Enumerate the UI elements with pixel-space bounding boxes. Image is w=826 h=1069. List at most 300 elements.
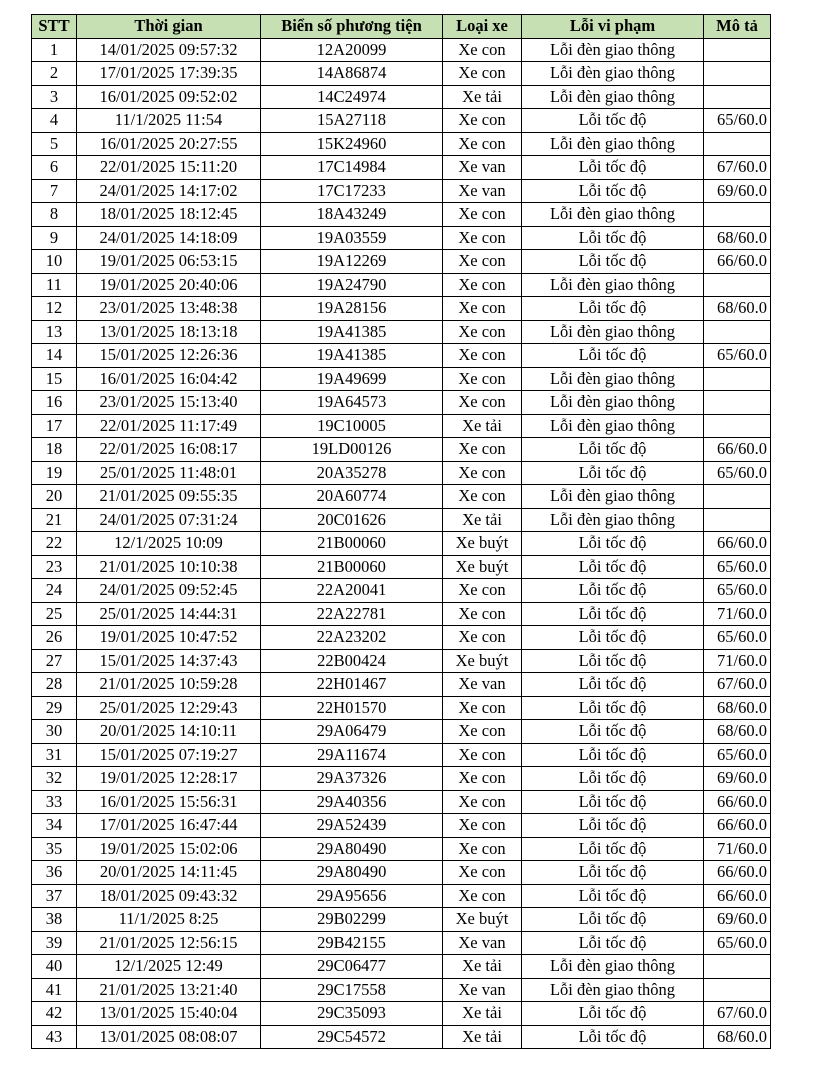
cell-vehicle-type: Xe van xyxy=(443,931,522,955)
cell-stt: 37 xyxy=(32,884,77,908)
cell-time: 13/01/2025 18:13:18 xyxy=(77,320,261,344)
cell-violation: Lỗi tốc độ xyxy=(522,908,704,932)
table-row xyxy=(32,931,771,955)
cell-time: 19/01/2025 10:47:52 xyxy=(77,626,261,650)
cell-vehicle-type: Xe con xyxy=(443,790,522,814)
cell-time: 22/01/2025 16:08:17 xyxy=(77,438,261,462)
cell-plate: 29B02299 xyxy=(261,908,443,932)
cell-violation: Lỗi đèn giao thông xyxy=(522,508,704,532)
table-row xyxy=(32,344,771,368)
cell-plate: 22H01467 xyxy=(261,673,443,697)
table-row xyxy=(32,156,771,180)
cell-plate: 19A12269 xyxy=(261,250,443,274)
cell-violation: Lỗi tốc độ xyxy=(522,344,704,368)
cell-vehicle-type: Xe van xyxy=(443,978,522,1002)
cell-violation: Lỗi tốc độ xyxy=(522,861,704,885)
cell-plate: 14A86874 xyxy=(261,62,443,86)
cell-description: 65/60.0 xyxy=(704,743,771,767)
table-row xyxy=(32,837,771,861)
cell-description: 66/60.0 xyxy=(704,814,771,838)
table-row xyxy=(32,978,771,1002)
cell-description: 65/60.0 xyxy=(704,931,771,955)
table-row xyxy=(32,532,771,556)
table-row xyxy=(32,579,771,603)
table-row xyxy=(32,297,771,321)
cell-plate: 29A06479 xyxy=(261,720,443,744)
table-row xyxy=(32,790,771,814)
cell-stt: 39 xyxy=(32,931,77,955)
cell-description xyxy=(704,485,771,509)
cell-stt: 6 xyxy=(32,156,77,180)
cell-time: 13/01/2025 08:08:07 xyxy=(77,1025,261,1049)
cell-stt: 25 xyxy=(32,602,77,626)
table-row xyxy=(32,438,771,462)
cell-time: 21/01/2025 09:55:35 xyxy=(77,485,261,509)
cell-time: 19/01/2025 12:28:17 xyxy=(77,767,261,791)
cell-plate: 29A40356 xyxy=(261,790,443,814)
cell-plate: 17C14984 xyxy=(261,156,443,180)
cell-vehicle-type: Xe con xyxy=(443,767,522,791)
header-stt: STT xyxy=(32,15,77,39)
cell-plate: 19LD00126 xyxy=(261,438,443,462)
violations-table xyxy=(31,14,771,1049)
cell-description xyxy=(704,391,771,415)
cell-violation: Lỗi tốc độ xyxy=(522,438,704,462)
cell-vehicle-type: Xe con xyxy=(443,38,522,62)
cell-stt: 8 xyxy=(32,203,77,227)
table-row xyxy=(32,908,771,932)
cell-violation: Lỗi tốc độ xyxy=(522,743,704,767)
table-row xyxy=(32,109,771,133)
cell-time: 16/01/2025 15:56:31 xyxy=(77,790,261,814)
cell-time: 19/01/2025 15:02:06 xyxy=(77,837,261,861)
cell-violation: Lỗi tốc độ xyxy=(522,837,704,861)
cell-stt: 13 xyxy=(32,320,77,344)
cell-vehicle-type: Xe buýt xyxy=(443,555,522,579)
cell-plate: 19A41385 xyxy=(261,320,443,344)
cell-stt: 7 xyxy=(32,179,77,203)
cell-violation: Lỗi đèn giao thông xyxy=(522,320,704,344)
cell-plate: 20C01626 xyxy=(261,508,443,532)
cell-violation: Lỗi đèn giao thông xyxy=(522,132,704,156)
cell-vehicle-type: Xe buýt xyxy=(443,532,522,556)
cell-time: 21/01/2025 10:10:38 xyxy=(77,555,261,579)
cell-description: 66/60.0 xyxy=(704,250,771,274)
cell-violation: Lỗi tốc độ xyxy=(522,555,704,579)
table-row xyxy=(32,955,771,979)
cell-description: 66/60.0 xyxy=(704,532,771,556)
table-row xyxy=(32,767,771,791)
cell-stt: 32 xyxy=(32,767,77,791)
cell-stt: 28 xyxy=(32,673,77,697)
table-row xyxy=(32,555,771,579)
cell-description xyxy=(704,38,771,62)
header-row xyxy=(32,15,771,39)
cell-violation: Lỗi tốc độ xyxy=(522,461,704,485)
header-plate: Biển số phương tiện xyxy=(261,15,443,39)
table-row xyxy=(32,602,771,626)
cell-plate: 29A80490 xyxy=(261,837,443,861)
cell-violation: Lỗi tốc độ xyxy=(522,790,704,814)
cell-time: 11/1/2025 11:54 xyxy=(77,109,261,133)
cell-plate: 29B42155 xyxy=(261,931,443,955)
cell-stt: 43 xyxy=(32,1025,77,1049)
cell-plate: 29A95656 xyxy=(261,884,443,908)
cell-description: 69/60.0 xyxy=(704,767,771,791)
table-row xyxy=(32,414,771,438)
cell-plate: 19A41385 xyxy=(261,344,443,368)
cell-vehicle-type: Xe buýt xyxy=(443,908,522,932)
cell-plate: 20A35278 xyxy=(261,461,443,485)
cell-violation: Lỗi tốc độ xyxy=(522,226,704,250)
cell-stt: 1 xyxy=(32,38,77,62)
table-row xyxy=(32,696,771,720)
header-time: Thời gian xyxy=(77,15,261,39)
cell-violation: Lỗi đèn giao thông xyxy=(522,391,704,415)
cell-description: 66/60.0 xyxy=(704,861,771,885)
cell-description: 65/60.0 xyxy=(704,109,771,133)
cell-violation: Lỗi đèn giao thông xyxy=(522,62,704,86)
cell-stt: 16 xyxy=(32,391,77,415)
cell-description: 71/60.0 xyxy=(704,649,771,673)
cell-plate: 18A43249 xyxy=(261,203,443,227)
cell-violation: Lỗi tốc độ xyxy=(522,1002,704,1026)
cell-violation: Lỗi tốc độ xyxy=(522,884,704,908)
cell-time: 21/01/2025 12:56:15 xyxy=(77,931,261,955)
table-row xyxy=(32,320,771,344)
cell-stt: 10 xyxy=(32,250,77,274)
cell-vehicle-type: Xe van xyxy=(443,179,522,203)
cell-description: 71/60.0 xyxy=(704,837,771,861)
cell-violation: Lỗi đèn giao thông xyxy=(522,203,704,227)
cell-time: 20/01/2025 14:10:11 xyxy=(77,720,261,744)
cell-stt: 11 xyxy=(32,273,77,297)
cell-time: 25/01/2025 11:48:01 xyxy=(77,461,261,485)
cell-time: 16/01/2025 20:27:55 xyxy=(77,132,261,156)
cell-plate: 22H01570 xyxy=(261,696,443,720)
cell-time: 20/01/2025 14:11:45 xyxy=(77,861,261,885)
cell-stt: 35 xyxy=(32,837,77,861)
cell-description xyxy=(704,273,771,297)
cell-time: 24/01/2025 14:18:09 xyxy=(77,226,261,250)
cell-violation: Lỗi tốc độ xyxy=(522,814,704,838)
cell-violation: Lỗi tốc độ xyxy=(522,156,704,180)
cell-description: 68/60.0 xyxy=(704,696,771,720)
cell-plate: 19C10005 xyxy=(261,414,443,438)
cell-description xyxy=(704,62,771,86)
cell-stt: 30 xyxy=(32,720,77,744)
table-row xyxy=(32,179,771,203)
cell-stt: 31 xyxy=(32,743,77,767)
cell-description: 65/60.0 xyxy=(704,344,771,368)
cell-violation: Lỗi tốc độ xyxy=(522,1025,704,1049)
table-row xyxy=(32,38,771,62)
cell-description: 68/60.0 xyxy=(704,720,771,744)
table-row xyxy=(32,485,771,509)
cell-plate: 22A23202 xyxy=(261,626,443,650)
cell-violation: Lỗi đèn giao thông xyxy=(522,978,704,1002)
table-row xyxy=(32,861,771,885)
cell-stt: 38 xyxy=(32,908,77,932)
cell-time: 11/1/2025 8:25 xyxy=(77,908,261,932)
cell-vehicle-type: Xe con xyxy=(443,861,522,885)
table-row xyxy=(32,85,771,109)
cell-stt: 5 xyxy=(32,132,77,156)
cell-stt: 41 xyxy=(32,978,77,1002)
cell-time: 22/01/2025 11:17:49 xyxy=(77,414,261,438)
cell-plate: 29A11674 xyxy=(261,743,443,767)
cell-vehicle-type: Xe con xyxy=(443,297,522,321)
cell-time: 18/01/2025 09:43:32 xyxy=(77,884,261,908)
cell-violation: Lỗi tốc độ xyxy=(522,532,704,556)
table-row xyxy=(32,743,771,767)
cell-stt: 14 xyxy=(32,344,77,368)
cell-time: 15/01/2025 14:37:43 xyxy=(77,649,261,673)
cell-description: 67/60.0 xyxy=(704,156,771,180)
table-row xyxy=(32,508,771,532)
cell-stt: 18 xyxy=(32,438,77,462)
cell-vehicle-type: Xe con xyxy=(443,367,522,391)
cell-vehicle-type: Xe con xyxy=(443,320,522,344)
cell-plate: 29C06477 xyxy=(261,955,443,979)
cell-description xyxy=(704,203,771,227)
cell-description: 66/60.0 xyxy=(704,438,771,462)
cell-vehicle-type: Xe con xyxy=(443,250,522,274)
table-row xyxy=(32,673,771,697)
cell-violation: Lỗi tốc độ xyxy=(522,626,704,650)
cell-stt: 23 xyxy=(32,555,77,579)
header-violation: Lỗi vi phạm xyxy=(522,15,704,39)
cell-vehicle-type: Xe con xyxy=(443,579,522,603)
cell-violation: Lỗi tốc độ xyxy=(522,931,704,955)
cell-vehicle-type: Xe van xyxy=(443,156,522,180)
table-row xyxy=(32,367,771,391)
cell-time: 25/01/2025 12:29:43 xyxy=(77,696,261,720)
table-row xyxy=(32,1002,771,1026)
header-vehicle-type: Loại xe xyxy=(443,15,522,39)
cell-stt: 42 xyxy=(32,1002,77,1026)
cell-violation: Lỗi đèn giao thông xyxy=(522,414,704,438)
table-row xyxy=(32,720,771,744)
cell-description: 69/60.0 xyxy=(704,908,771,932)
cell-time: 23/01/2025 13:48:38 xyxy=(77,297,261,321)
cell-plate: 14C24974 xyxy=(261,85,443,109)
cell-violation: Lỗi đèn giao thông xyxy=(522,485,704,509)
cell-vehicle-type: Xe con xyxy=(443,132,522,156)
cell-time: 12/1/2025 12:49 xyxy=(77,955,261,979)
cell-vehicle-type: Xe con xyxy=(443,720,522,744)
cell-time: 13/01/2025 15:40:04 xyxy=(77,1002,261,1026)
cell-violation: Lỗi tốc độ xyxy=(522,109,704,133)
cell-description xyxy=(704,978,771,1002)
cell-vehicle-type: Xe tải xyxy=(443,414,522,438)
cell-stt: 17 xyxy=(32,414,77,438)
cell-description xyxy=(704,508,771,532)
cell-vehicle-type: Xe con xyxy=(443,485,522,509)
cell-violation: Lỗi tốc độ xyxy=(522,720,704,744)
cell-vehicle-type: Xe con xyxy=(443,626,522,650)
cell-description: 68/60.0 xyxy=(704,297,771,321)
cell-stt: 24 xyxy=(32,579,77,603)
cell-violation: Lỗi tốc độ xyxy=(522,767,704,791)
cell-description xyxy=(704,85,771,109)
table-row xyxy=(32,461,771,485)
cell-plate: 29C35093 xyxy=(261,1002,443,1026)
cell-stt: 19 xyxy=(32,461,77,485)
cell-stt: 15 xyxy=(32,367,77,391)
cell-description: 69/60.0 xyxy=(704,179,771,203)
cell-plate: 15K24960 xyxy=(261,132,443,156)
table-row xyxy=(32,814,771,838)
cell-vehicle-type: Xe con xyxy=(443,884,522,908)
cell-description: 68/60.0 xyxy=(704,1025,771,1049)
cell-violation: Lỗi tốc độ xyxy=(522,250,704,274)
header-description: Mô tả xyxy=(704,15,771,39)
cell-violation: Lỗi tốc độ xyxy=(522,579,704,603)
cell-time: 22/01/2025 15:11:20 xyxy=(77,156,261,180)
cell-vehicle-type: Xe con xyxy=(443,109,522,133)
cell-plate: 17C17233 xyxy=(261,179,443,203)
cell-time: 15/01/2025 07:19:27 xyxy=(77,743,261,767)
cell-time: 19/01/2025 20:40:06 xyxy=(77,273,261,297)
cell-time: 15/01/2025 12:26:36 xyxy=(77,344,261,368)
cell-stt: 29 xyxy=(32,696,77,720)
cell-description: 66/60.0 xyxy=(704,790,771,814)
cell-plate: 29C17558 xyxy=(261,978,443,1002)
cell-description xyxy=(704,320,771,344)
table-row xyxy=(32,884,771,908)
table-row xyxy=(32,62,771,86)
table-body xyxy=(32,38,771,1049)
cell-stt: 21 xyxy=(32,508,77,532)
cell-plate: 19A24790 xyxy=(261,273,443,297)
cell-description: 65/60.0 xyxy=(704,461,771,485)
cell-time: 23/01/2025 15:13:40 xyxy=(77,391,261,415)
cell-violation: Lỗi tốc độ xyxy=(522,297,704,321)
cell-vehicle-type: Xe con xyxy=(443,226,522,250)
cell-stt: 12 xyxy=(32,297,77,321)
cell-time: 19/01/2025 06:53:15 xyxy=(77,250,261,274)
cell-stt: 20 xyxy=(32,485,77,509)
cell-plate: 15A27118 xyxy=(261,109,443,133)
cell-violation: Lỗi tốc độ xyxy=(522,179,704,203)
cell-plate: 21B00060 xyxy=(261,555,443,579)
table-row xyxy=(32,649,771,673)
cell-plate: 22A20041 xyxy=(261,579,443,603)
cell-description: 67/60.0 xyxy=(704,673,771,697)
table-row xyxy=(32,132,771,156)
cell-plate: 29A52439 xyxy=(261,814,443,838)
cell-violation: Lỗi đèn giao thông xyxy=(522,38,704,62)
cell-stt: 36 xyxy=(32,861,77,885)
cell-stt: 3 xyxy=(32,85,77,109)
cell-description xyxy=(704,414,771,438)
cell-plate: 29A37326 xyxy=(261,767,443,791)
cell-vehicle-type: Xe con xyxy=(443,743,522,767)
cell-vehicle-type: Xe con xyxy=(443,602,522,626)
table-row xyxy=(32,203,771,227)
cell-time: 21/01/2025 10:59:28 xyxy=(77,673,261,697)
cell-violation: Lỗi tốc độ xyxy=(522,602,704,626)
cell-plate: 22B00424 xyxy=(261,649,443,673)
cell-time: 18/01/2025 18:12:45 xyxy=(77,203,261,227)
cell-time: 21/01/2025 13:21:40 xyxy=(77,978,261,1002)
cell-stt: 4 xyxy=(32,109,77,133)
cell-description: 66/60.0 xyxy=(704,884,771,908)
cell-stt: 33 xyxy=(32,790,77,814)
cell-vehicle-type: Xe con xyxy=(443,438,522,462)
cell-time: 12/1/2025 10:09 xyxy=(77,532,261,556)
cell-vehicle-type: Xe tải xyxy=(443,955,522,979)
cell-time: 17/01/2025 17:39:35 xyxy=(77,62,261,86)
cell-vehicle-type: Xe tải xyxy=(443,1025,522,1049)
cell-stt: 27 xyxy=(32,649,77,673)
cell-time: 24/01/2025 09:52:45 xyxy=(77,579,261,603)
cell-plate: 20A60774 xyxy=(261,485,443,509)
cell-plate: 21B00060 xyxy=(261,532,443,556)
cell-description: 65/60.0 xyxy=(704,626,771,650)
cell-description: 71/60.0 xyxy=(704,602,771,626)
cell-vehicle-type: Xe con xyxy=(443,461,522,485)
table-row xyxy=(32,250,771,274)
cell-description: 67/60.0 xyxy=(704,1002,771,1026)
cell-plate: 29C54572 xyxy=(261,1025,443,1049)
cell-time: 16/01/2025 09:52:02 xyxy=(77,85,261,109)
cell-violation: Lỗi đèn giao thông xyxy=(522,85,704,109)
cell-violation: Lỗi đèn giao thông xyxy=(522,273,704,297)
cell-stt: 22 xyxy=(32,532,77,556)
cell-violation: Lỗi tốc độ xyxy=(522,649,704,673)
cell-plate: 19A49699 xyxy=(261,367,443,391)
cell-stt: 2 xyxy=(32,62,77,86)
cell-vehicle-type: Xe van xyxy=(443,673,522,697)
cell-vehicle-type: Xe con xyxy=(443,391,522,415)
cell-time: 16/01/2025 16:04:42 xyxy=(77,367,261,391)
cell-vehicle-type: Xe con xyxy=(443,62,522,86)
cell-vehicle-type: Xe tải xyxy=(443,1002,522,1026)
cell-description: 68/60.0 xyxy=(704,226,771,250)
cell-time: 17/01/2025 16:47:44 xyxy=(77,814,261,838)
table-row xyxy=(32,226,771,250)
cell-vehicle-type: Xe con xyxy=(443,696,522,720)
cell-violation: Lỗi đèn giao thông xyxy=(522,955,704,979)
cell-plate: 12A20099 xyxy=(261,38,443,62)
cell-violation: Lỗi tốc độ xyxy=(522,696,704,720)
cell-vehicle-type: Xe con xyxy=(443,273,522,297)
cell-description xyxy=(704,132,771,156)
cell-plate: 29A80490 xyxy=(261,861,443,885)
table-row xyxy=(32,626,771,650)
cell-plate: 22A22781 xyxy=(261,602,443,626)
cell-stt: 9 xyxy=(32,226,77,250)
table-row xyxy=(32,273,771,297)
cell-description: 65/60.0 xyxy=(704,555,771,579)
cell-description xyxy=(704,367,771,391)
cell-stt: 34 xyxy=(32,814,77,838)
cell-stt: 26 xyxy=(32,626,77,650)
cell-vehicle-type: Xe tải xyxy=(443,508,522,532)
cell-vehicle-type: Xe con xyxy=(443,344,522,368)
cell-stt: 40 xyxy=(32,955,77,979)
cell-plate: 19A64573 xyxy=(261,391,443,415)
cell-time: 14/01/2025 09:57:32 xyxy=(77,38,261,62)
cell-vehicle-type: Xe con xyxy=(443,203,522,227)
cell-plate: 19A28156 xyxy=(261,297,443,321)
cell-time: 24/01/2025 14:17:02 xyxy=(77,179,261,203)
cell-description: 65/60.0 xyxy=(704,579,771,603)
table-row xyxy=(32,1025,771,1049)
table-row xyxy=(32,391,771,415)
